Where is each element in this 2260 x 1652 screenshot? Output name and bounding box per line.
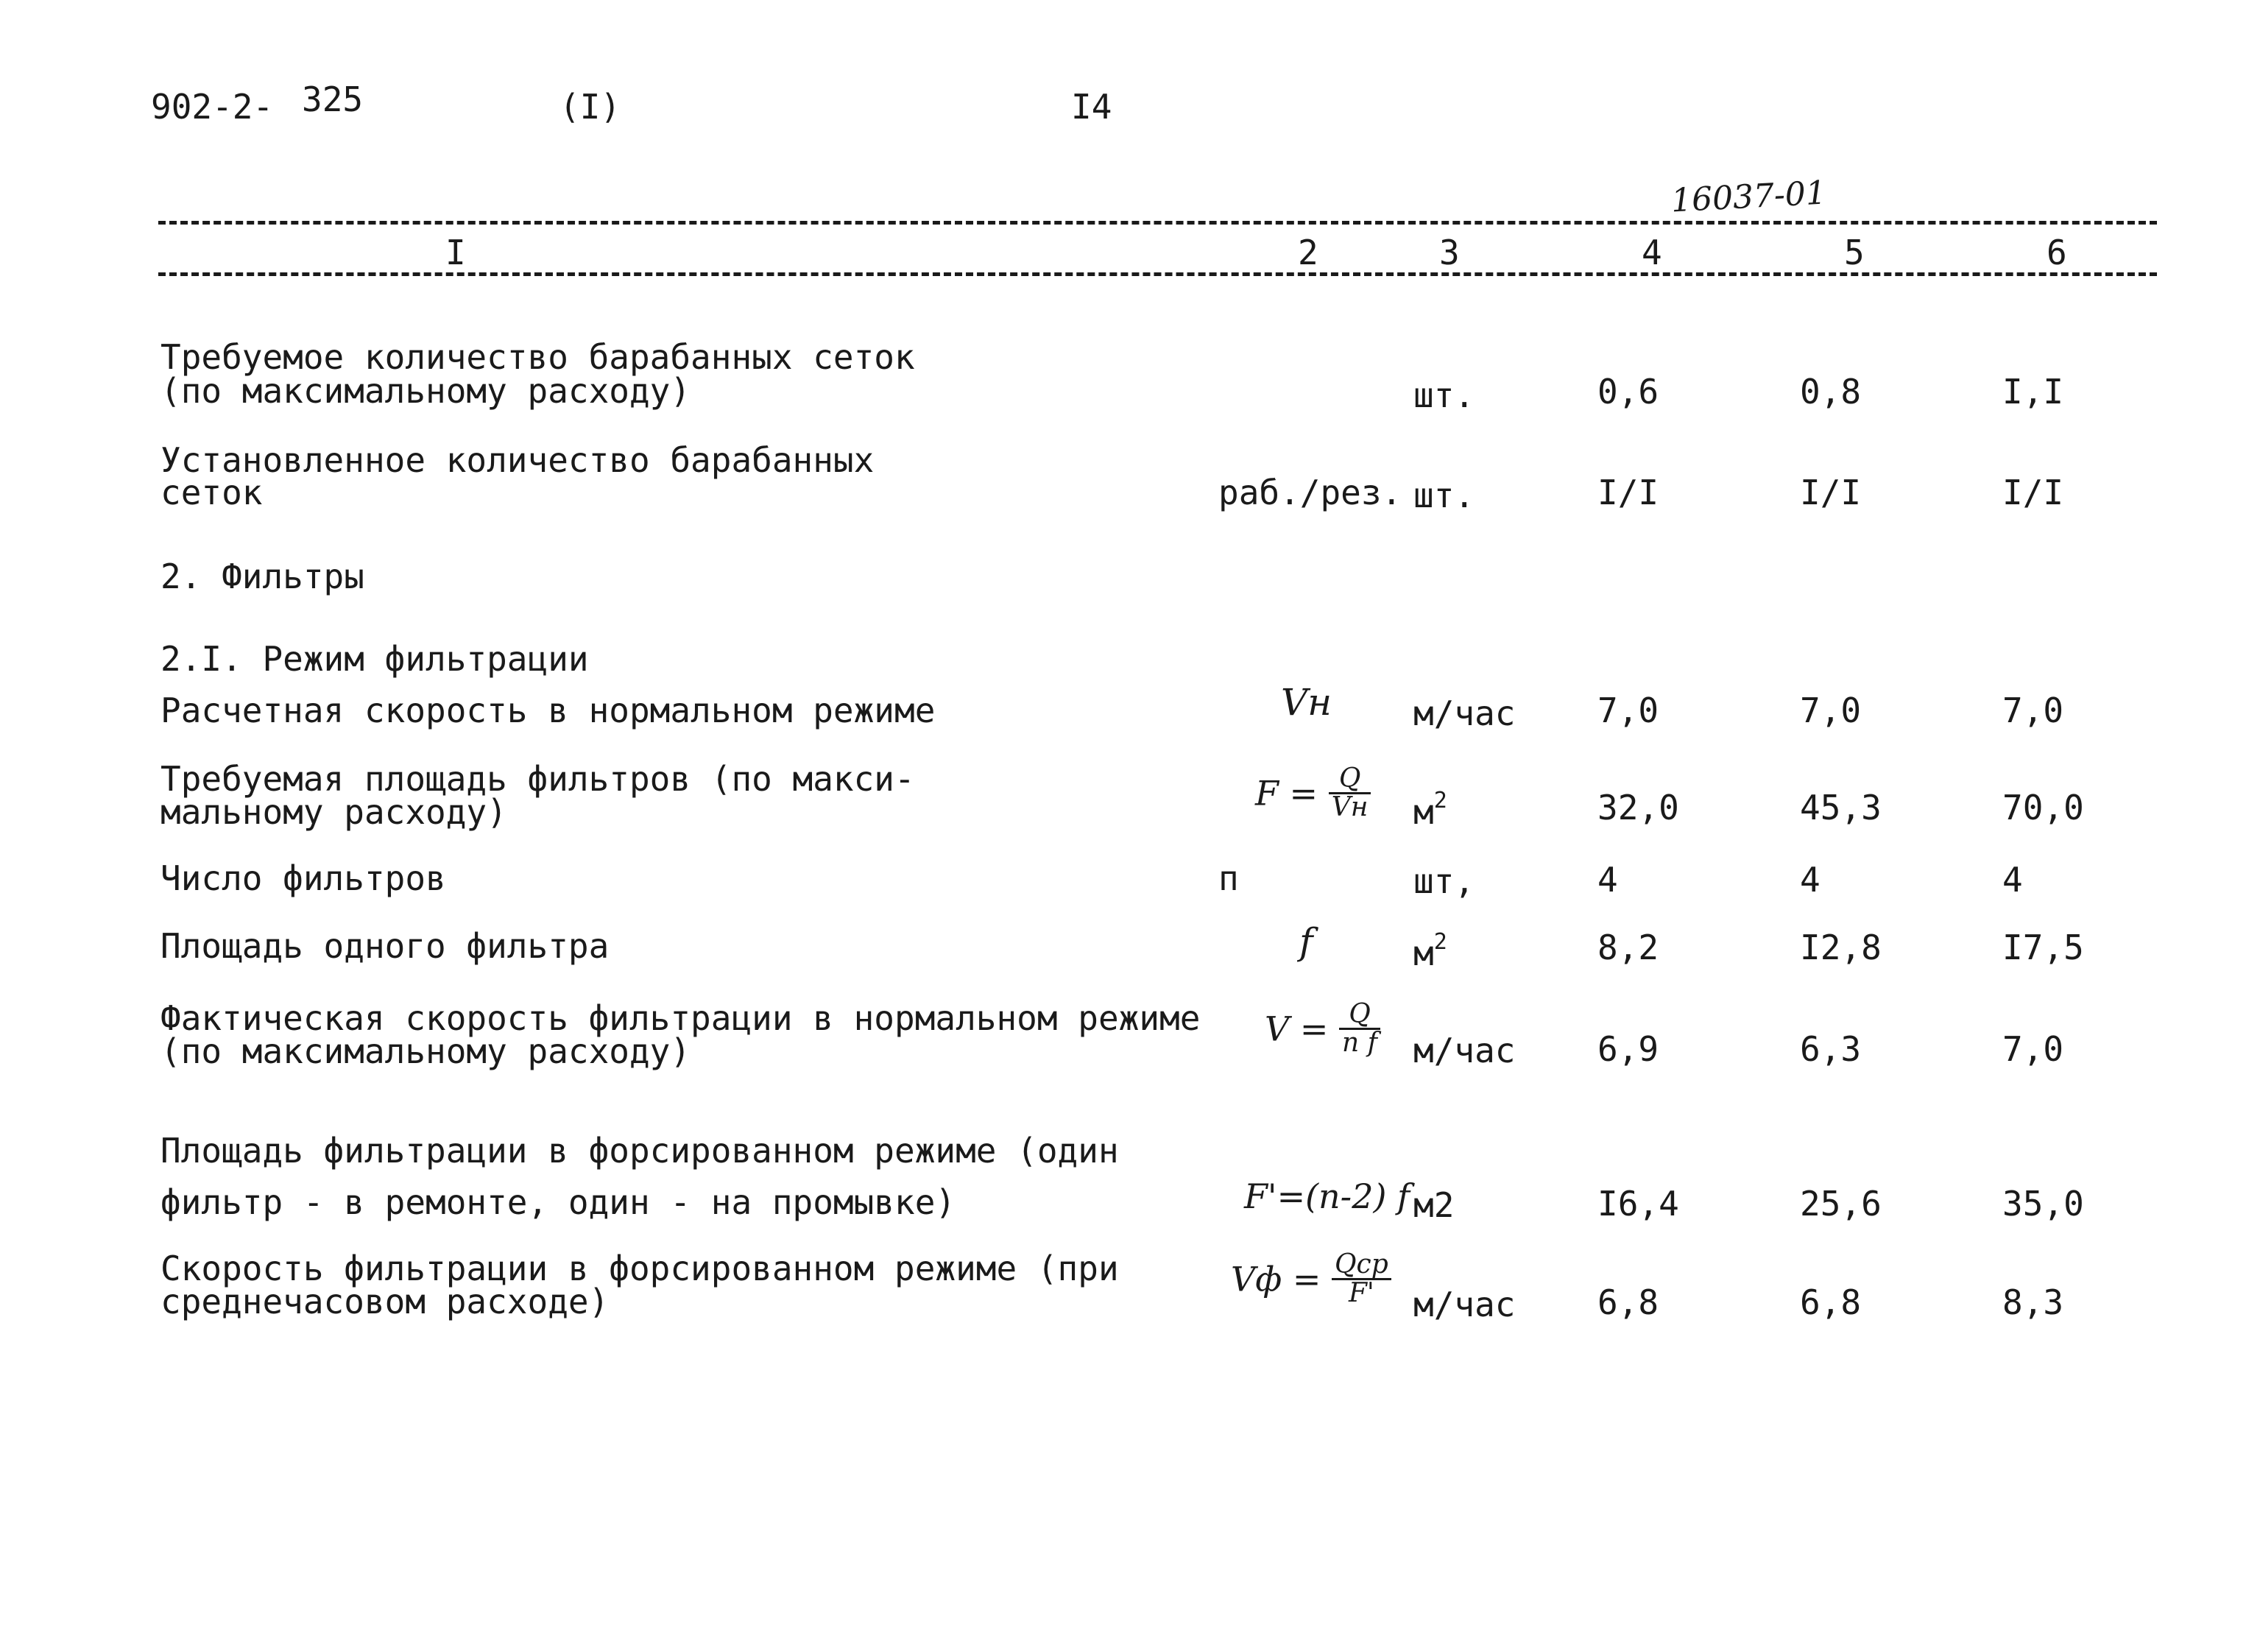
- row-formula: F = $\frac{Q}{Vн}$: [1255, 766, 1371, 821]
- row-value-col5: 6,8: [1800, 1282, 1862, 1322]
- row-label-line2: мальному расходу): [160, 792, 507, 832]
- row-symbol: раб./рез.: [1218, 473, 1402, 512]
- row-symbol: п: [1218, 858, 1239, 898]
- row-value-col6: 4: [2002, 860, 2023, 900]
- row-value-col5: I/I: [1800, 473, 1862, 512]
- row-value-col4: I6,4: [1597, 1184, 1679, 1224]
- row-label-line2: (по максимальному расходу): [160, 1031, 691, 1071]
- row-unit: шт,: [1413, 861, 1475, 901]
- row-value-col5: I2,8: [1800, 928, 1882, 967]
- row-value-col6: 70,0: [2002, 788, 2084, 827]
- doc-series: 902-2-: [151, 87, 274, 127]
- row-unit: $м^2$: [1413, 929, 1447, 973]
- row-symbol: F'=(n-2) f: [1244, 1176, 1410, 1216]
- row-value-col5: 25,6: [1800, 1184, 1882, 1224]
- row-unit: $м^2$: [1413, 788, 1447, 832]
- row-label-line1: Расчетная скорость в нормальном режиме: [160, 691, 936, 730]
- row-value-col4: I/I: [1597, 473, 1659, 512]
- page-number: I4: [1071, 87, 1112, 127]
- row-value-col6: I,I: [2002, 372, 2064, 412]
- row-value-col4: 7,0: [1597, 691, 1659, 730]
- row-label-line1: Площадь фильтрации в форсированном режиме (один: [160, 1131, 1119, 1171]
- row-value-col6: 35,0: [2002, 1184, 2084, 1224]
- doc-number: 325: [302, 80, 364, 119]
- col-header-1: I: [445, 233, 466, 272]
- row-value-col6: 7,0: [2002, 1029, 2064, 1069]
- part-number: (I): [559, 87, 621, 127]
- row-label-line2: среднечасовом расходе): [160, 1282, 610, 1321]
- row-label-line1: Требуемая площадь фильтров (по макси-: [160, 759, 915, 799]
- col-header-3: 3: [1439, 233, 1460, 272]
- col-header-6: 6: [2047, 233, 2067, 272]
- row-label-line2: сеток: [160, 473, 263, 512]
- row-value-col4: 8,2: [1597, 928, 1659, 967]
- row-value-col6: I7,5: [2002, 928, 2084, 967]
- row-value-col6: 7,0: [2002, 691, 2064, 730]
- col-header-2: 2: [1298, 233, 1318, 272]
- row-symbol: f: [1299, 920, 1313, 963]
- row-value-col6: 8,3: [2002, 1282, 2064, 1322]
- row-label-line1: Фактическая скорость фильтрации в нормальном режиме: [160, 998, 1201, 1038]
- row-unit: шт.: [1413, 476, 1475, 515]
- row-value-col5: 45,3: [1800, 788, 1882, 827]
- row-value-col5: 7,0: [1800, 691, 1862, 730]
- row-unit: м/час: [1413, 1031, 1516, 1070]
- subsection-heading-filtration-mode: 2.I. Режим фильтрации: [160, 639, 589, 679]
- row-label-line1: Скорость фильтрации в форсированном режиме (при: [160, 1249, 1119, 1288]
- row-unit: м/час: [1413, 1285, 1516, 1324]
- row-value-col4: 6,8: [1597, 1282, 1659, 1322]
- row-value-col6: I/I: [2002, 473, 2064, 512]
- header-rule-bottom: [158, 272, 2157, 276]
- row-value-col5: 4: [1800, 860, 1821, 900]
- row-value-col4: 4: [1597, 860, 1618, 900]
- row-unit: м/час: [1413, 693, 1516, 733]
- col-header-4: 4: [1642, 233, 1662, 272]
- row-label-line1: Площадь одного фильтра: [160, 926, 610, 966]
- row-unit: м2: [1413, 1185, 1455, 1225]
- section-heading-filters: 2. Фильтры: [160, 557, 364, 596]
- row-unit: шт.: [1413, 375, 1475, 415]
- row-value-col4: 32,0: [1597, 788, 1679, 827]
- row-label-line2: (по максимальному расходу): [160, 371, 691, 411]
- handwritten-stamp: 16037-01: [1670, 174, 1828, 220]
- row-label-line1: Требуемое количество барабанных сеток: [160, 337, 915, 377]
- row-label-line1: Установленное количество барабанных: [160, 440, 875, 480]
- row-value-col5: 0,8: [1800, 372, 1862, 412]
- row-value-col4: 6,9: [1597, 1029, 1659, 1069]
- row-formula: V = $\frac{Q}{\text{n f}}$: [1265, 1001, 1380, 1056]
- row-label-line1: Число фильтров: [160, 858, 446, 898]
- row-value-col5: 6,3: [1800, 1029, 1862, 1069]
- row-value-col4: 0,6: [1597, 372, 1659, 412]
- col-header-5: 5: [1844, 233, 1865, 272]
- row-label-line2: фильтр - в ремонте, один - на промывке): [160, 1182, 956, 1222]
- row-symbol: Vн: [1281, 681, 1332, 724]
- header-rule-top: [158, 221, 2157, 225]
- row-formula: Vф = $\frac{\text{Qср}}{F'}$: [1231, 1252, 1391, 1307]
